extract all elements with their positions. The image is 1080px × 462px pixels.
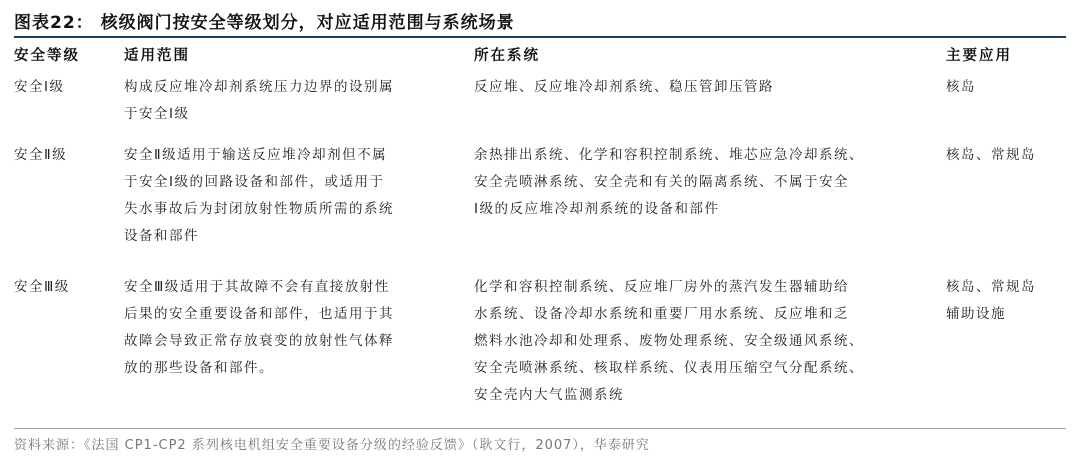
header-system: 所在系统 — [474, 48, 540, 64]
row1-scope-line: 构成反应堆冷却剂系统压力边界的设别属 — [124, 79, 394, 95]
row2-scope-line: 安全Ⅱ级适用于输送反应堆冷却剂但不属 — [124, 147, 388, 163]
row3-application-line: 辅助设施 — [946, 306, 1006, 322]
row1-system — [474, 74, 774, 101]
row3-system — [474, 274, 864, 409]
row3-scope-line: 故障会导致正常存放衰变的放射性气体释 — [124, 333, 394, 349]
row2-system-line: Ⅰ级的反应堆冷却剂系统的设备和部件 — [474, 201, 720, 217]
header-scope: 适用范围 — [124, 48, 190, 64]
row2-level-text: 安全Ⅱ级 — [14, 147, 68, 163]
footer-rule — [14, 428, 1066, 429]
row1-application-line: 核岛 — [946, 79, 976, 95]
row2-system — [474, 142, 864, 223]
row3-scope — [124, 274, 394, 382]
row1-level-text: 安全Ⅰ级 — [14, 79, 65, 95]
row3-scope-line: 放的那些设备和部件。 — [124, 360, 274, 376]
figure-title: 图表22： 核级阀门按安全等级划分，对应适用范围与系统场景 — [14, 13, 515, 33]
row3-system-line: 安全壳喷淋系统、核取样系统、仪表用压缩空气分配系统、 — [474, 360, 864, 376]
row3-scope-line: 后果的安全重要设备和部件，也适用于其 — [124, 306, 394, 322]
row2-scope-line: 设备和部件 — [124, 228, 199, 244]
row2-level — [14, 142, 67, 169]
row2-scope — [124, 142, 394, 250]
row1-system-line: 反应堆、反应堆冷却剂系统、稳压管卸压管路 — [474, 79, 774, 95]
header-rule — [14, 36, 1066, 38]
row3-system-line: 燃料水池冷却和处理系、废物处理系统、安全级通风系统、 — [474, 333, 864, 349]
header-safety-level: 安全等级 — [14, 48, 80, 64]
row1-scope — [124, 74, 394, 128]
row1-level — [14, 74, 64, 101]
row3-system-line: 安全壳内大气监测系统 — [474, 387, 624, 403]
header-application: 主要应用 — [946, 48, 1012, 64]
row3-system-line: 化学和容积控制系统、反应堆厂房外的蒸汽发生器辅助给 — [474, 279, 849, 295]
row2-system-line: 余热排出系统、化学和容积控制系统、堆芯应急冷却系统、 — [474, 147, 864, 163]
row2-scope-line: 失水事故后为封闭放射性物质所需的系统 — [124, 201, 394, 217]
row2-application — [946, 142, 1036, 169]
row3-level — [14, 274, 70, 301]
row1-scope-line: 于安全Ⅰ级 — [124, 106, 190, 122]
row2-system-line: 安全壳喷淋系统、安全壳和有关的隔离系统、不属于安全 — [474, 174, 849, 190]
source-note: 资料来源：《法国 CP1-CP2 系列核电机组安全重要设备分级的经验反馈》（耿文行，2007），华泰研究 — [14, 438, 650, 453]
row3-application-line: 核岛、常规岛 — [946, 279, 1036, 295]
row1-application — [946, 74, 976, 101]
row2-application-line: 核岛、常规岛 — [946, 147, 1036, 163]
row3-application — [946, 274, 1036, 328]
row2-scope-line: 于安全Ⅰ级的回路设备和部件，或适用于 — [124, 174, 385, 190]
row3-scope-line: 安全Ⅲ级适用于其故障不会有直接放射性 — [124, 279, 390, 295]
row3-system-line: 水系统、设备冷却水系统和重要厂用水系统、反应堆和乏 — [474, 306, 849, 322]
row3-level-text: 安全Ⅲ级 — [14, 279, 70, 295]
